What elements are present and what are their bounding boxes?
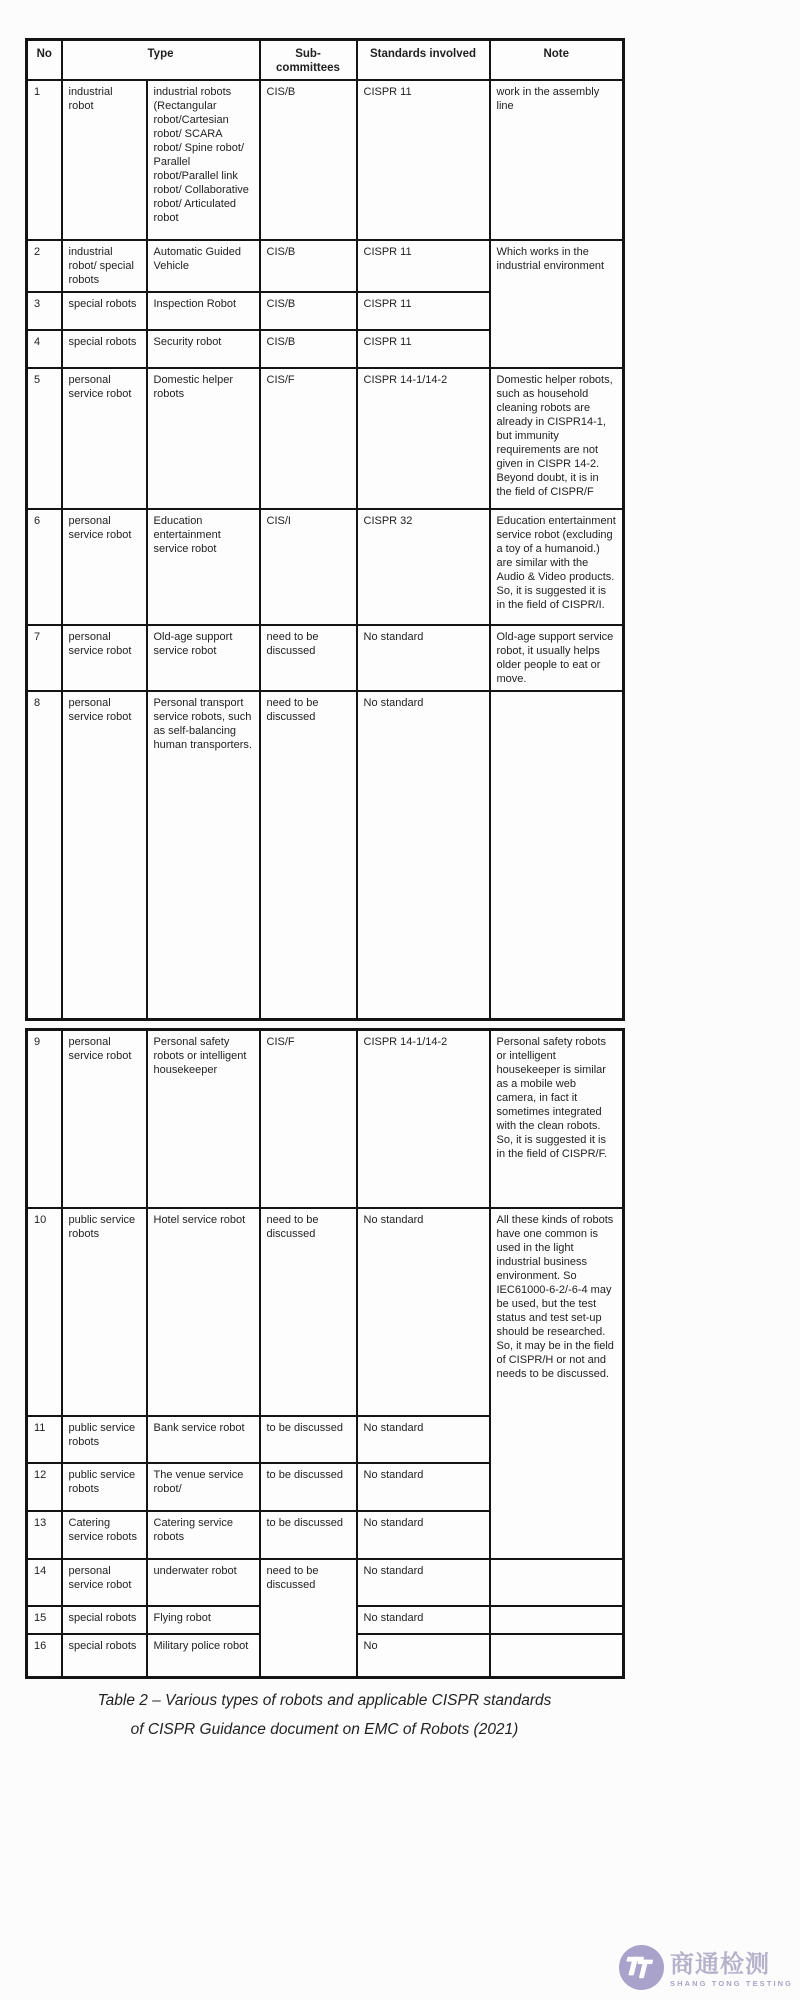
cell-type-category: special robots [62, 1606, 147, 1634]
cell-standards: No standard [357, 1208, 490, 1416]
cell-type-category: personal service robot [62, 509, 147, 625]
cell-type-category: personal service robot [62, 1559, 147, 1606]
cell-no: 6 [27, 509, 62, 625]
cell-subcommittee: CIS/B [260, 240, 357, 292]
cell-type-category: personal service robot [62, 691, 147, 1019]
cell-standards: No standard [357, 1511, 490, 1559]
logo-mark-icon [618, 1944, 665, 1996]
cell-no: 3 [27, 292, 62, 330]
cell-standards: CISPR 11 [357, 330, 490, 368]
cell-no: 14 [27, 1559, 62, 1606]
table-row [27, 625, 624, 691]
cell-subcommittee: need to be discussed [260, 1208, 357, 1416]
cell-type-category: personal service robot [62, 368, 147, 509]
cell-standards: CISPR 14-1/14-2 [357, 1030, 490, 1208]
cell-subcommittee: to be discussed [260, 1416, 357, 1463]
header-note: Note [490, 40, 624, 81]
table-row [27, 1030, 624, 1208]
cell-subcommittee: need to be discussed [260, 691, 357, 1019]
cell-subcommittee: CIS/I [260, 509, 357, 625]
cell-type-detail: Personal transport service robots, such as self-balancing human transporters. [147, 691, 260, 1019]
cell-note [490, 691, 624, 1019]
cell-type-category: Catering service robots [62, 1511, 147, 1559]
cell-type-detail: Personal safety robots or intelligent housekeeper [147, 1030, 260, 1208]
cell-type-detail: Domestic helper robots [147, 368, 260, 509]
header-subcommittees: Sub-committees [260, 40, 357, 81]
cell-note [490, 1634, 624, 1678]
cell-type-category: industrial robot [62, 80, 147, 240]
cell-no: 8 [27, 691, 62, 1019]
header-type: Type [62, 40, 260, 81]
cell-standards: No standard [357, 1416, 490, 1463]
cell-type-detail: Security robot [147, 330, 260, 368]
cell-note [490, 1606, 624, 1634]
cell-subcommittee: CIS/B [260, 292, 357, 330]
cell-no: 5 [27, 368, 62, 509]
cell-type-category: special robots [62, 292, 147, 330]
table-row [27, 691, 624, 1019]
cell-no: 10 [27, 1208, 62, 1416]
cell-standards: No standard [357, 1606, 490, 1634]
cell-type-category: special robots [62, 330, 147, 368]
cell-no: 2 [27, 240, 62, 292]
cell-standards: CISPR 32 [357, 509, 490, 625]
cell-type-detail: Flying robot [147, 1606, 260, 1634]
cell-standards: CISPR 14-1/14-2 [357, 368, 490, 509]
logo-text [670, 1952, 793, 1989]
cell-subcommittee: CIS/F [260, 368, 357, 509]
cell-standards: No standard [357, 1559, 490, 1606]
table-row [27, 509, 624, 625]
robots-standards-table-part1 [25, 38, 625, 1021]
table-row [27, 80, 624, 240]
cell-standards: No standard [357, 625, 490, 691]
cell-note: Which works in the industrial environment [490, 240, 624, 368]
header-no: No [27, 40, 62, 81]
cell-no: 13 [27, 1511, 62, 1559]
cell-type-detail: Military police robot [147, 1634, 260, 1678]
cell-type-category: public service robots [62, 1416, 147, 1463]
cell-no: 4 [27, 330, 62, 368]
table-caption-line1: Table 2 – Various types of robots and applicable CISPR standards [97, 1692, 552, 1709]
cell-type-detail: Bank service robot [147, 1416, 260, 1463]
cell-standards: CISPR 11 [357, 292, 490, 330]
cell-note [490, 1559, 624, 1606]
cell-type-detail: Education entertainment service robot [147, 509, 260, 625]
cell-type-category: personal service robot [62, 625, 147, 691]
cell-no: 7 [27, 625, 62, 691]
cell-standards: CISPR 11 [357, 80, 490, 240]
cell-type-detail: Old-age support service robot [147, 625, 260, 691]
cell-no: 9 [27, 1030, 62, 1208]
robots-standards-table-part2 [25, 1028, 625, 1679]
table-row [27, 1559, 624, 1606]
cell-note: Personal safety robots or intelligent housekeeper is similar as a mobile web camera, in fact it sometimes integrated with the clean robots. So, it is suggested it is in the field of CISPR/F. [490, 1030, 624, 1208]
cell-no: 1 [27, 80, 62, 240]
logo-chinese-name: 商通检测 [670, 1950, 770, 1978]
cell-subcommittee: to be discussed [260, 1511, 357, 1559]
cell-type-category: special robots [62, 1634, 147, 1678]
cell-type-detail: Inspection Robot [147, 292, 260, 330]
cell-note: work in the assembly line [490, 80, 624, 240]
cell-type-detail: industrial robots (Rectangular robot/Cartesian robot/ SCARA robot/ Spine robot/ Parallel robot/Parallel link robot/ Collaborative robot/ Articulated robot [147, 80, 260, 240]
cell-subcommittee: to be discussed [260, 1463, 357, 1511]
cell-type-category: public service robots [62, 1208, 147, 1416]
cell-type-detail: Catering service robots [147, 1511, 260, 1559]
cell-type-detail: underwater robot [147, 1559, 260, 1606]
cell-note: Old-age support service robot, it usually helps older people to eat or move. [490, 625, 624, 691]
cell-standards: No [357, 1634, 490, 1678]
cell-standards: No standard [357, 691, 490, 1019]
cell-note: Domestic helper robots, such as household cleaning robots are already in CISPR14-1, but immunity requirements are not given in CISPR 14-2. Beyond doubt, it is in the field of CISPR/F [490, 368, 624, 509]
cell-no: 16 [27, 1634, 62, 1678]
cell-note: Education entertainment service robot (excluding a toy of a humanoid.) are similar with the Audio & Video products. So, it is suggested it is in the field of CISPR/I. [490, 509, 624, 625]
header-standards: Standards involved [357, 40, 490, 81]
table-caption [25, 1686, 624, 1744]
logo-english-name: SHANG TONG TESTING [670, 1978, 794, 1988]
cell-no: 15 [27, 1606, 62, 1634]
shangtong-logo [618, 1944, 793, 1996]
cell-subcommittee: need to be discussed [260, 1559, 357, 1678]
cell-type-detail: Automatic Guided Vehicle [147, 240, 260, 292]
cell-type-detail: Hotel service robot [147, 1208, 260, 1416]
table-caption-line2: of CISPR Guidance document on EMC of Robots (2021) [130, 1721, 519, 1738]
table-row [27, 368, 624, 509]
cell-subcommittee: need to be discussed [260, 625, 357, 691]
cell-standards: No standard [357, 1463, 490, 1511]
cell-subcommittee: CIS/F [260, 1030, 357, 1208]
cell-type-category: personal service robot [62, 1030, 147, 1208]
cell-type-detail: The venue service robot/ [147, 1463, 260, 1511]
cell-type-category: public service robots [62, 1463, 147, 1511]
cell-standards: CISPR 11 [357, 240, 490, 292]
cell-type-category: industrial robot/ special robots [62, 240, 147, 292]
cell-no: 11 [27, 1416, 62, 1463]
table-row [27, 240, 624, 292]
cell-subcommittee: CIS/B [260, 80, 357, 240]
header-row [27, 40, 624, 81]
cell-subcommittee: CIS/B [260, 330, 357, 368]
cell-no: 12 [27, 1463, 62, 1511]
cell-note: All these kinds of robots have one common is used in the light industrial business environment. So IEC61000-6-2/-6-4 may be used, but the test status and test set-up should be researched. So, it may be in the field of CISPR/H or not and needs to be discussed. [490, 1208, 624, 1559]
table-row [27, 1208, 624, 1416]
